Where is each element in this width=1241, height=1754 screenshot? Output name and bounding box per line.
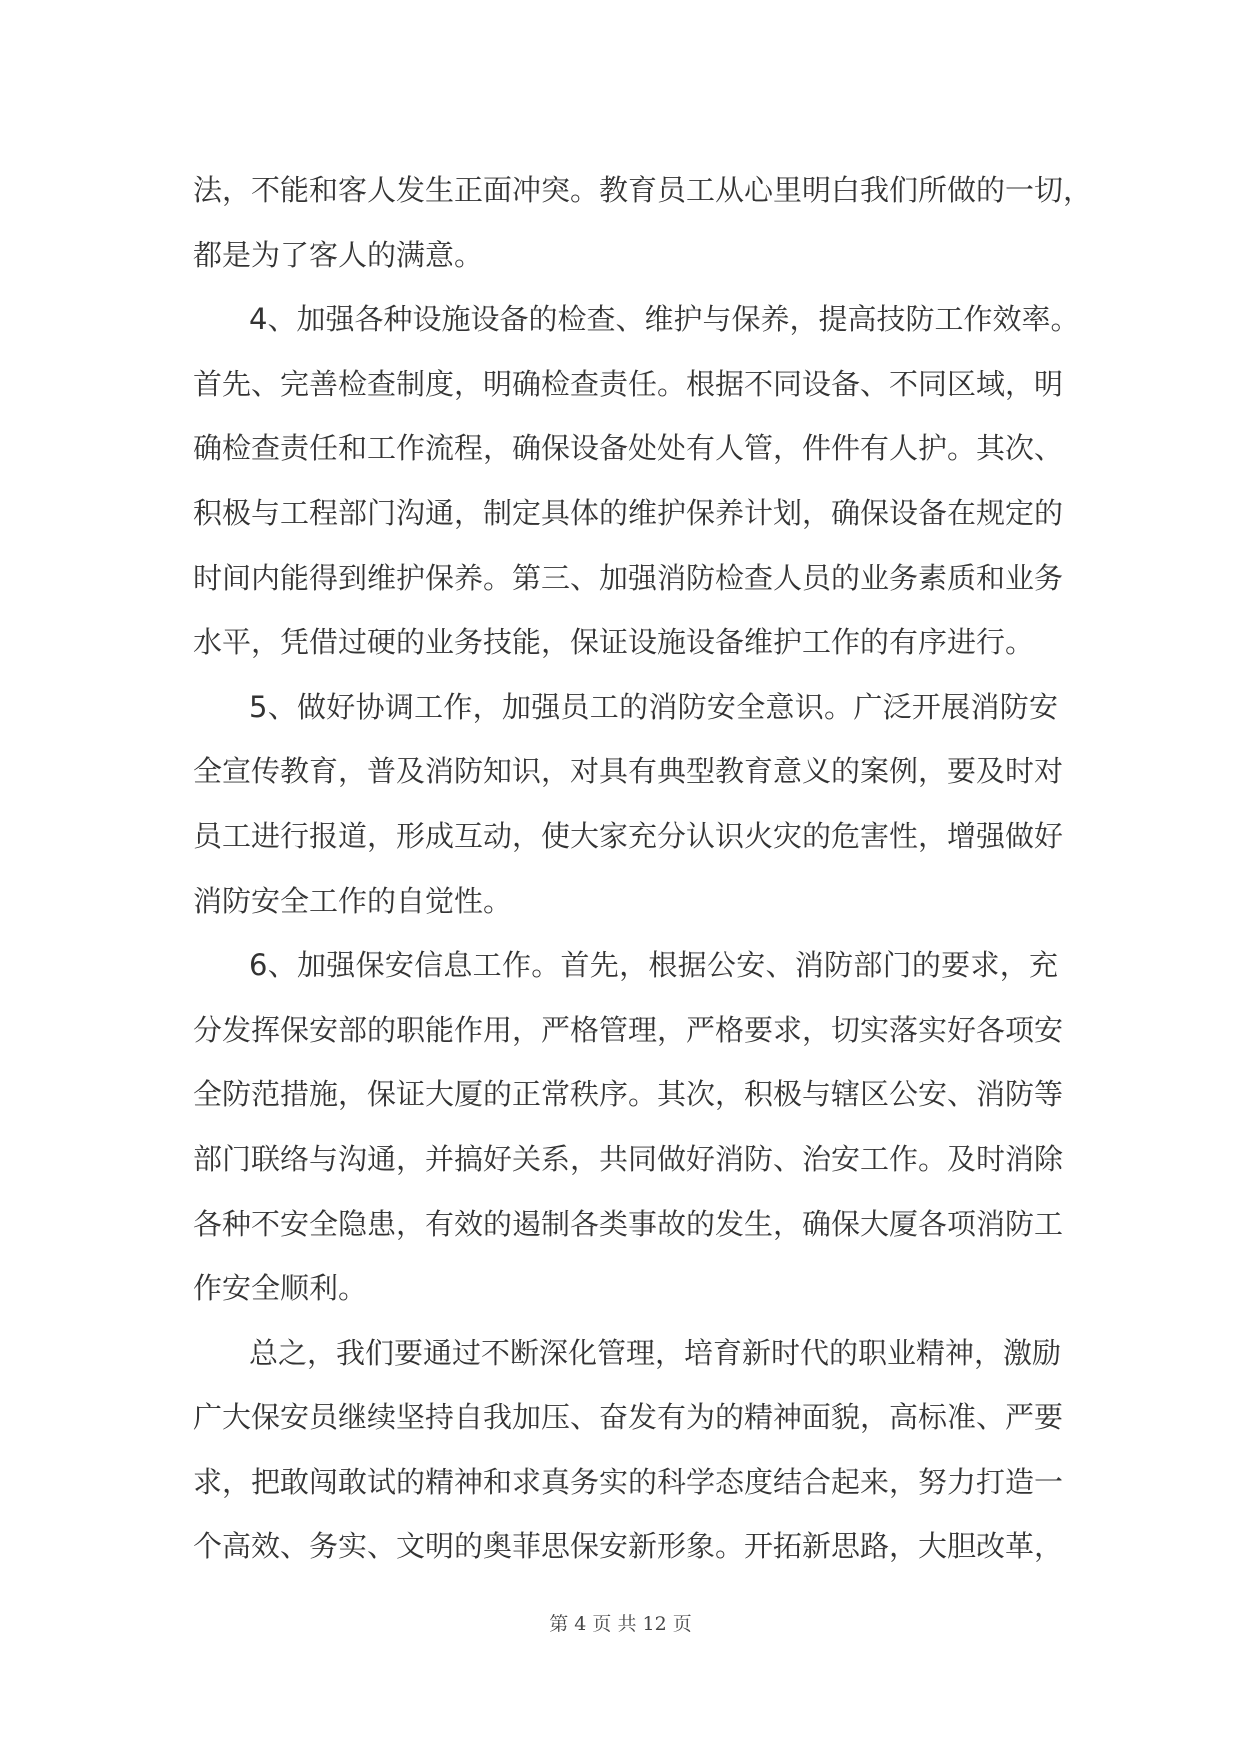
text-line: 分发挥保安部的职能作用，严格管理，严格要求，切实落实好各项安 — [193, 1012, 1064, 1047]
text-line: 积极与工程部门沟通，制定具体的维护保养计划，确保设备在规定的 — [193, 495, 1064, 530]
text-line: 全防范措施，保证大厦的正常秩序。其次，积极与辖区公安、消防等 — [193, 1077, 1064, 1112]
footer-page-number: 4 — [574, 1613, 587, 1635]
text-line: 时间内能得到维护保养。第三、加强消防检查人员的业务素质和业务 — [193, 560, 1064, 595]
page-footer — [0, 1609, 1241, 1636]
text-line: 总之，我们要通过不断深化管理，培育新时代的职业精神，激励 — [249, 1335, 1062, 1370]
text-line: 消防安全工作的自觉性。 — [193, 883, 513, 918]
text-line: 员工进行报道，形成互动，使大家充分认识火灾的危害性，增强做好 — [193, 818, 1064, 853]
footer-prefix: 第 — [549, 1613, 569, 1635]
text-line: 确检查责任和工作流程，确保设备处处有人管，件件有人护。其次、 — [193, 431, 1064, 466]
text-line: 部门联络与沟通，并搞好关系，共同做好消防、治安工作。及时消除 — [193, 1141, 1064, 1176]
text-line: 4、加强各种设施设备的检查、维护与保养，提高技防工作效率。 — [249, 302, 1080, 337]
text-line: 作安全顺利。 — [193, 1271, 368, 1306]
text-line: 6、加强保安信息工作。首先，根据公安、消防部门的要求，充 — [249, 948, 1058, 983]
text-line: 求，把敢闯敢试的精神和求真务实的科学态度结合起来，努力打造一 — [193, 1464, 1064, 1499]
text-line: 各种不安全隐患，有效的遏制各类事故的发生，确保大厦各项消防工 — [193, 1206, 1064, 1241]
document-body — [193, 158, 1093, 1579]
footer-suffix: 页 — [672, 1613, 692, 1635]
text-line: 个高效、务实、文明的奥菲思保安新形象。开拓新思路，大胆改革， — [193, 1529, 1064, 1564]
text-line: 水平，凭借过硬的业务技能，保证设施设备维护工作的有序进行。 — [193, 625, 1035, 660]
text-line: 首先、完善检查制度，明确检查责任。根据不同设备、不同区域，明 — [193, 366, 1064, 401]
text-line: 全宣传教育，普及消防知识，对具有典型教育意义的案例，要及时对 — [193, 754, 1064, 789]
text-line: 5、做好协调工作，加强员工的消防安全意识。广泛开展消防安 — [249, 689, 1058, 724]
footer-middle: 页 共 — [592, 1613, 637, 1635]
text-line: 法，不能和客人发生正面冲突。教育员工从心里明白我们所做的一切， — [193, 173, 1093, 207]
text-line: 都是为了客人的满意。 — [193, 237, 484, 272]
text-line: 广大保安员继续坚持自我加压、奋发有为的精神面貌，高标准、严要 — [193, 1400, 1064, 1435]
footer-total-pages: 12 — [642, 1613, 667, 1635]
